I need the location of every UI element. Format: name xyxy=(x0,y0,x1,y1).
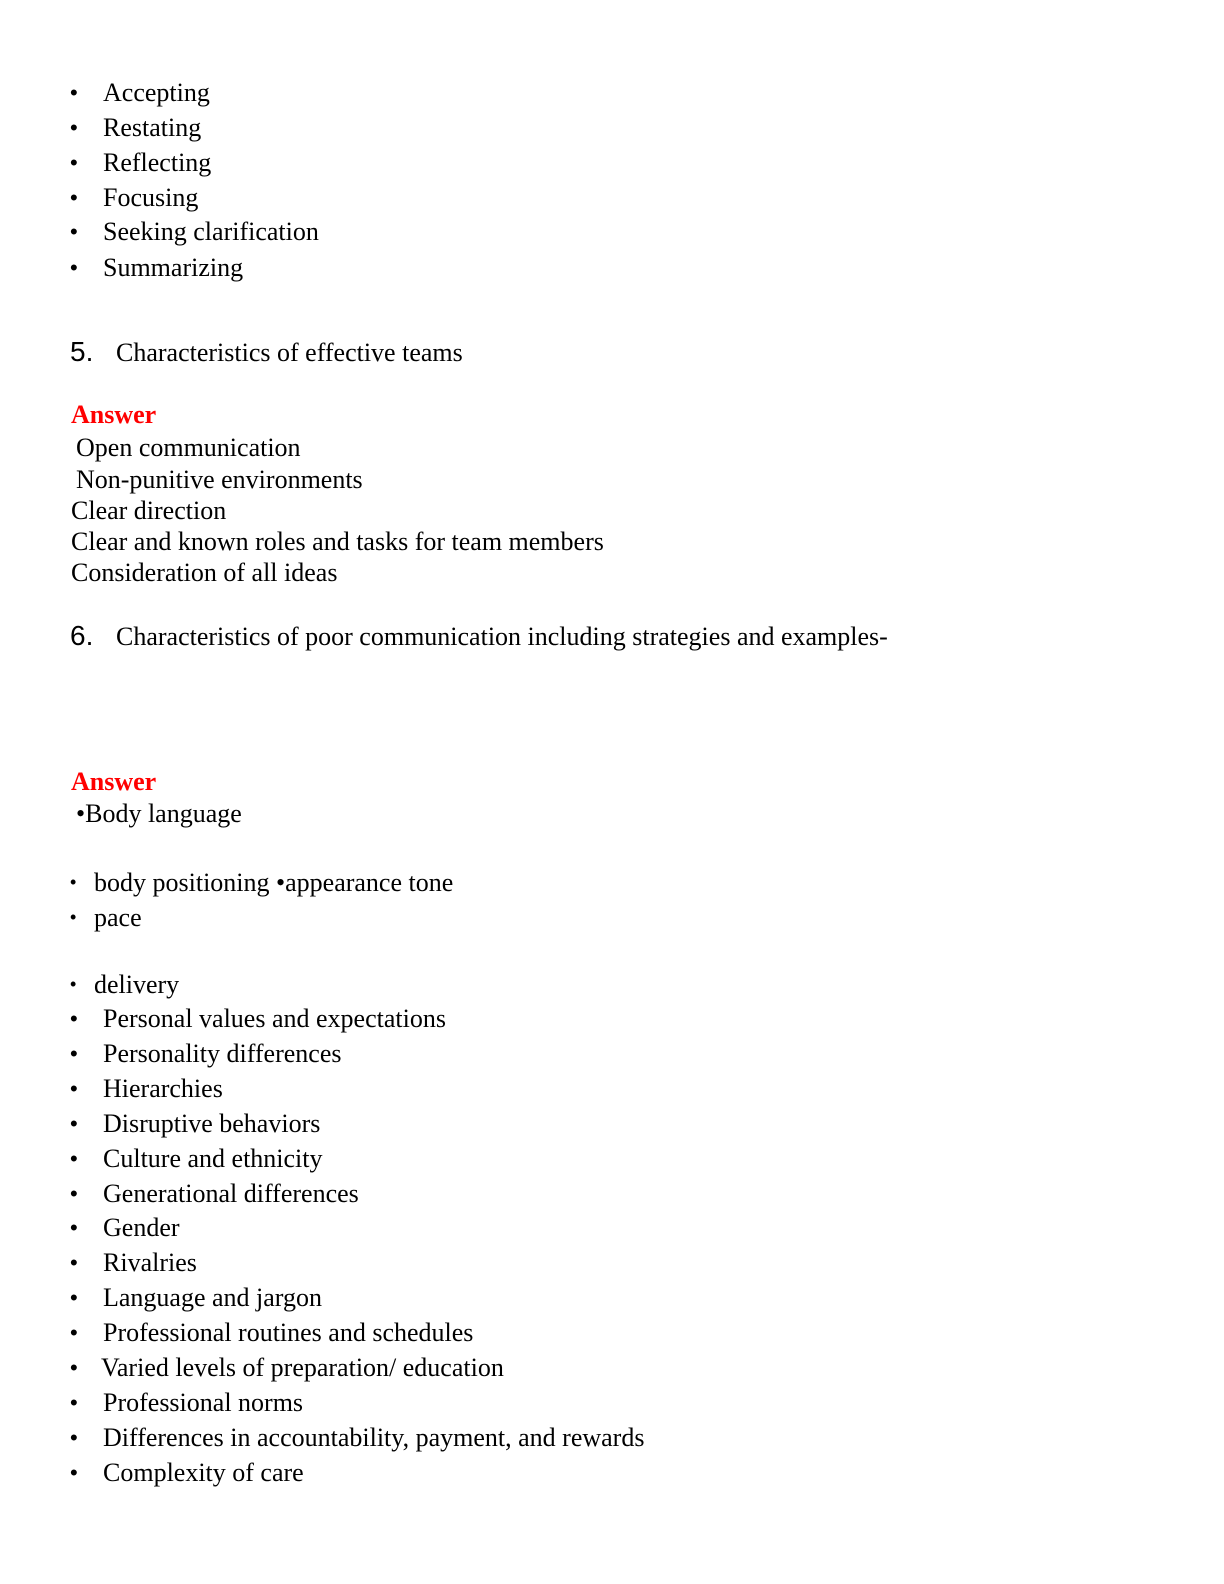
bullet-icon: • xyxy=(70,872,77,892)
list-item: Language and jargon xyxy=(103,1283,322,1312)
list-item: Personality differences xyxy=(103,1039,342,1068)
bullet-icon: • xyxy=(70,1215,78,1240)
bullet-icon: • xyxy=(70,185,78,210)
list-item: Personal values and expectations xyxy=(103,1004,446,1033)
list-item: Differences in accountability, payment, and rewards xyxy=(103,1423,645,1452)
list-item: Disruptive behaviors xyxy=(103,1109,321,1138)
list-item: Varied levels of preparation/ education xyxy=(101,1353,504,1382)
question-text: Characteristics of poor communication including strategies and examples- xyxy=(116,622,888,651)
bullet-icon: • xyxy=(70,907,77,927)
list-item: Professional routines and schedules xyxy=(103,1318,474,1347)
bullet-icon: • xyxy=(70,255,78,280)
bullet-icon: • xyxy=(70,1111,78,1136)
question-number: 5. xyxy=(70,336,94,367)
list-item: Restating xyxy=(103,113,202,142)
answer-line: Non-punitive environments xyxy=(76,465,363,494)
bullet-icon: • xyxy=(70,974,77,994)
list-item: Rivalries xyxy=(103,1248,197,1277)
list-item: Focusing xyxy=(103,183,199,212)
list-item: Hierarchies xyxy=(103,1074,223,1103)
question-number: 6. xyxy=(70,620,94,651)
bullet-icon: • xyxy=(70,1041,78,1066)
answer-line: Clear direction xyxy=(71,496,227,525)
bullet-icon: • xyxy=(70,1076,78,1101)
list-item: Gender xyxy=(103,1213,180,1242)
answer-label: Answer xyxy=(71,400,157,429)
answer-line: Consideration of all ideas xyxy=(71,558,338,587)
bullet-icon: • xyxy=(70,115,78,140)
bullet-icon: • xyxy=(70,1320,78,1345)
list-item: delivery xyxy=(94,970,180,999)
list-item: Professional norms xyxy=(103,1388,304,1417)
bullet-icon: • xyxy=(70,80,78,105)
bullet-icon: • xyxy=(70,1285,78,1310)
list-item: Culture and ethnicity xyxy=(103,1144,323,1173)
answer-line: Clear and known roles and tasks for team members xyxy=(71,527,604,556)
list-item: Accepting xyxy=(103,78,210,107)
bullet-icon: • xyxy=(70,1460,78,1485)
bullet-icon: • xyxy=(70,1250,78,1275)
list-item: Summarizing xyxy=(103,253,244,282)
bullet-icon: • xyxy=(70,1390,78,1415)
list-item: pace xyxy=(94,903,142,932)
answer-intro: •Body language xyxy=(76,799,242,828)
question-text: Characteristics of effective teams xyxy=(116,338,463,367)
answer-label: Answer xyxy=(71,767,157,796)
bullet-icon: • xyxy=(70,1425,78,1450)
answer-line: Open communication xyxy=(76,433,301,462)
bullet-icon: • xyxy=(70,1146,78,1171)
bullet-icon: • xyxy=(70,219,78,244)
list-item: body positioning •appearance tone xyxy=(94,868,454,897)
bullet-icon: • xyxy=(70,1355,78,1380)
list-item: Generational differences xyxy=(103,1179,359,1208)
bullet-icon: • xyxy=(70,1181,78,1206)
bullet-icon: • xyxy=(70,150,78,175)
list-item: Seeking clarification xyxy=(103,217,319,246)
list-item: Complexity of care xyxy=(103,1458,304,1487)
bullet-icon: • xyxy=(70,1006,78,1031)
list-item: Reflecting xyxy=(103,148,212,177)
